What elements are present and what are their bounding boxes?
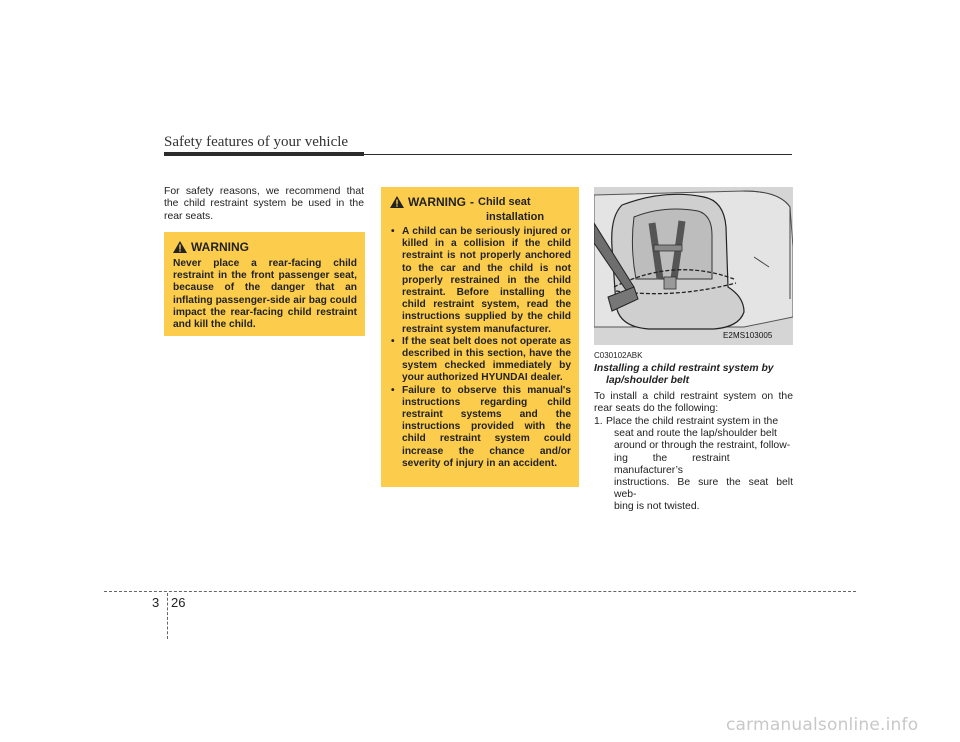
warning-bullet (390, 385, 571, 470)
warning-box-rear-facing (164, 232, 365, 336)
warning-title: WARNING (191, 240, 249, 254)
section-heading-line2: lap/shoulder belt (606, 375, 690, 386)
figure-code: E2MS103005 (723, 331, 773, 340)
child-seat-illustration (594, 187, 793, 345)
step-line: Place the child restraint system in the (606, 416, 779, 427)
section-heading (594, 363, 793, 387)
bullet-dot-icon: • (391, 384, 395, 396)
step-line: around or through the restraint, follow- (614, 440, 791, 452)
warning-bullet-text: A child can be seriously injured or killed in a collision if the child restraint is not properly anchored to the car and the child is not properly restrained in the child restraint. Before installing the child restraint system, read the instructions supplied by the child restraint system manufacturer. (402, 226, 571, 335)
header-rule-thin (364, 154, 792, 155)
section-heading-line1: Installing a child restraint system by (594, 363, 774, 374)
step-1 (594, 416, 793, 514)
intro-paragraph: For safety reasons, we recommend that the child restraint system be used in the rear seats. (164, 186, 364, 222)
footer-page-number: 26 (171, 595, 186, 610)
warning-title-row (173, 240, 357, 256)
watermark-text: carmanualsonline.info (726, 715, 919, 735)
step-line: bing is not twisted. (614, 501, 700, 513)
warning-bullet (390, 226, 571, 336)
warning-bullet-list (390, 226, 571, 470)
warning-box-child-seat-installation (381, 187, 579, 487)
step-text (594, 416, 793, 514)
footer-dashed-rule (104, 591, 856, 592)
warning-title-row (390, 195, 571, 211)
warning-bullet-text: If the seat belt does not operate as described in this section, have the system checked immediately by your authorized HYUNDAI dealer. (402, 335, 571, 384)
bullet-dot-icon: • (391, 226, 395, 237)
header-rule-thick (164, 152, 364, 156)
footer-chapter-number: 3 (152, 595, 160, 610)
section-intro: To install a child restraint system on the rear seats do the following: (594, 391, 793, 415)
warning-bullet (390, 336, 571, 385)
warning-triangle-icon (390, 196, 404, 211)
warning-body: Never place a rear-facing child restraint in the front passenger seat, because of the danger that an inflating passenger-side air bag could impact the rear-facing child restraint and kill the child. (173, 258, 357, 331)
section-code: C030102ABK (594, 351, 643, 360)
child-seat-drawing (594, 187, 793, 345)
page-header-title: Safety features of your vehicle (164, 134, 349, 150)
step-line: seat and route the lap/shoulder belt (614, 428, 777, 440)
step-number: 1. (594, 416, 603, 427)
warning-title-dash: - (470, 195, 474, 209)
footer-dashed-vertical-rule (167, 593, 168, 639)
warning-bullet-text: Failure to observe this manual's instructions regarding child restraint systems and the instructions provided with the child restraint system could increase the chance and/or severity of injury in an accident. (402, 384, 571, 469)
bullet-dot-icon: • (391, 335, 395, 347)
warning-title: WARNING (408, 195, 466, 209)
step-line: ing the restraint manufacturer’s (614, 452, 730, 476)
warning-triangle-icon (173, 241, 187, 256)
warning-subtitle-line1: Child seat (478, 196, 531, 208)
step-line: instructions. Be sure the seat belt web- (614, 477, 793, 501)
warning-subtitle-line2: installation (486, 211, 545, 223)
